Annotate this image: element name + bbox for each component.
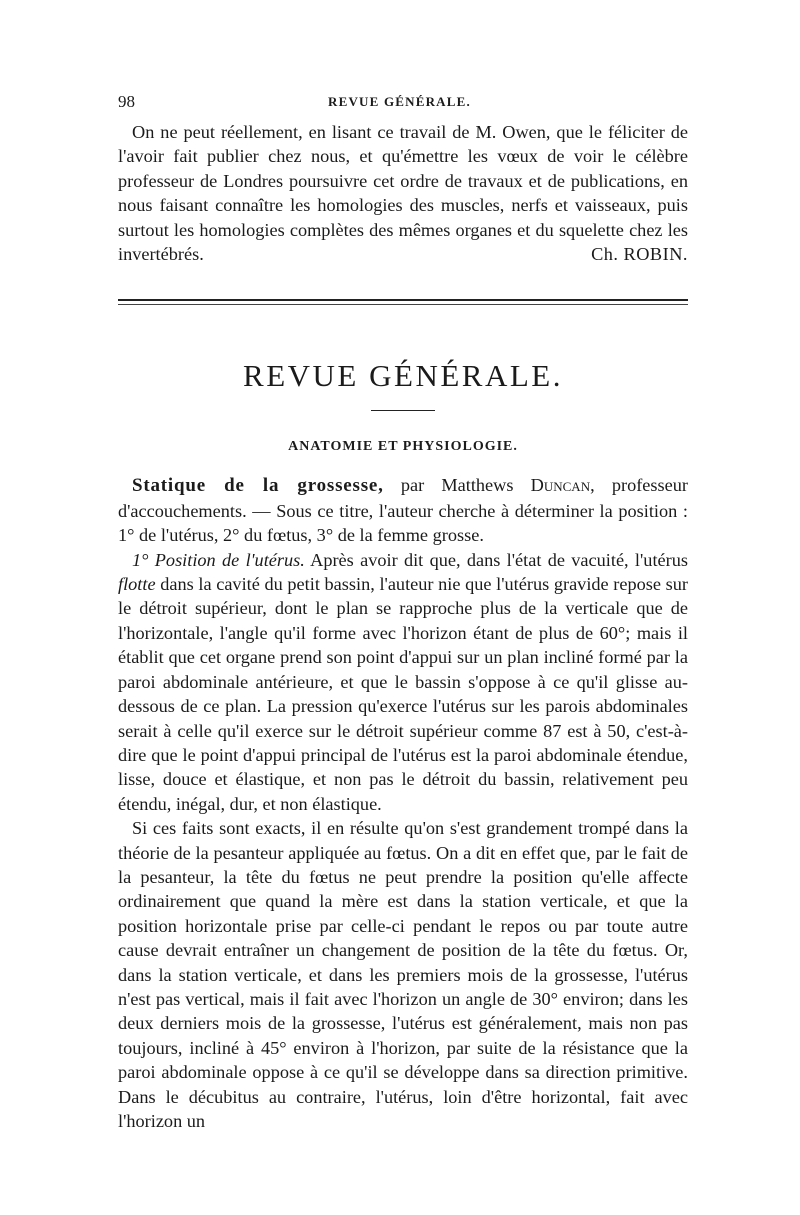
main-title: REVUE GÉNÉRALE.	[243, 358, 563, 394]
article-title: Statique de la grossesse,	[132, 475, 384, 497]
review-signature: Ch. ROBIN.	[591, 244, 688, 265]
intro-before-author: par Matthews	[383, 475, 531, 496]
article-intro	[118, 473, 688, 547]
document-page	[118, 92, 688, 1133]
page-number: 98	[118, 92, 135, 111]
running-header	[118, 92, 688, 120]
paragraph-1-heading: 1° Position de l'utérus.	[132, 549, 305, 570]
section-heading: ANATOMIE ET PHYSIOLOGIE.	[288, 439, 518, 455]
author-surname: Duncan	[530, 475, 591, 496]
intro-after-author: , professeur d'accouchements. — Sous ce titre, l'auteur cherche à déterminer la position : 1° de l'utérus, 2° du fœtus, 3° de la femme grosse.	[118, 475, 688, 546]
section-divider	[118, 296, 688, 310]
running-title: REVUE GÉNÉRALE.	[328, 94, 471, 109]
article-paragraph-1	[118, 548, 688, 816]
title-underline	[371, 410, 435, 411]
divider-thick-line	[118, 299, 688, 301]
review-paragraph	[118, 120, 688, 266]
paragraph-1-text-b: dans la cavité du petit bassin, l'auteur nie que l'utérus gravide repose sur le détroit supérieur, dont le plan se rapproche plus de la verticale que de l'horizontale, l'angle qu'il forme avec l'horizon étant de plus de 60°; mais il établit que cet organe prend son point d'appui sur un plan incliné formé par la paroi abdominale antérieure, et que le bassin s'oppose à ce qu'il glisse au-dessous de ce plan. La pression qu'exerce l'utérus sur les parois abdominales serait à celle qu'il exerce sur le détroit supérieur comme 87 est à 50, c'est-à-dire que le point d'appui principal de l'utérus est la paroi abdominale étendue, lisse, douce et élastique, et non pas le détroit du bassin, relativement peu étendu, inégal, dur, et non élastique.	[118, 574, 688, 814]
article-paragraph-2: Si ces faits sont exacts, il en résulte qu'on s'est grandement trompé dans la théorie de la pesanteur appliquée au fœtus. On a dit en effet que, par le fait de la pesanteur, la tête du fœtus ne peut prendre la position qu'elle affecte ordinairement que quand la mère est dans la station verticale, et que la position horizontale prise par celle-ci pendant le repos ou par toute autre cause devrait entraîner un changement de position de la tête du fœtus. Or, dans la station verticale, et dans les premiers mois de la grossesse, l'utérus n'est pas vertical, mais il fait avec l'horizon un angle de 30° environ; dans les deux derniers mois de la grossesse, l'utérus est généralement, mais non pas toujours, incliné à 45° environ à l'horizon, par suite de la résistance que la paroi abdominale oppose à ce qu'il se développe dans sa direction primitive. Dans le décubitus au contraire, l'utérus, loin d'être horizontal, fait avec l'horizon un	[118, 818, 688, 1131]
review-text: On ne peut réellement, en lisant ce travail de M. Owen, que le féliciter de l'avoir fait publier chez nous, et qu'émettre les vœux de voir le célèbre professeur de Londres poursuivre cet ordre de travaux et de publications, en nous faisant connaître les homologies des muscles, nerfs et vaisseaux, puis surtout les homologies complètes des mêmes organes et du squelette chez les invertébrés.	[118, 122, 688, 265]
flotte-emphasis: flotte	[118, 574, 156, 595]
divider-thin-line	[118, 304, 688, 305]
paragraph-1-text-a: Après avoir dit que, dans l'état de vacuité, l'utérus	[304, 549, 688, 570]
